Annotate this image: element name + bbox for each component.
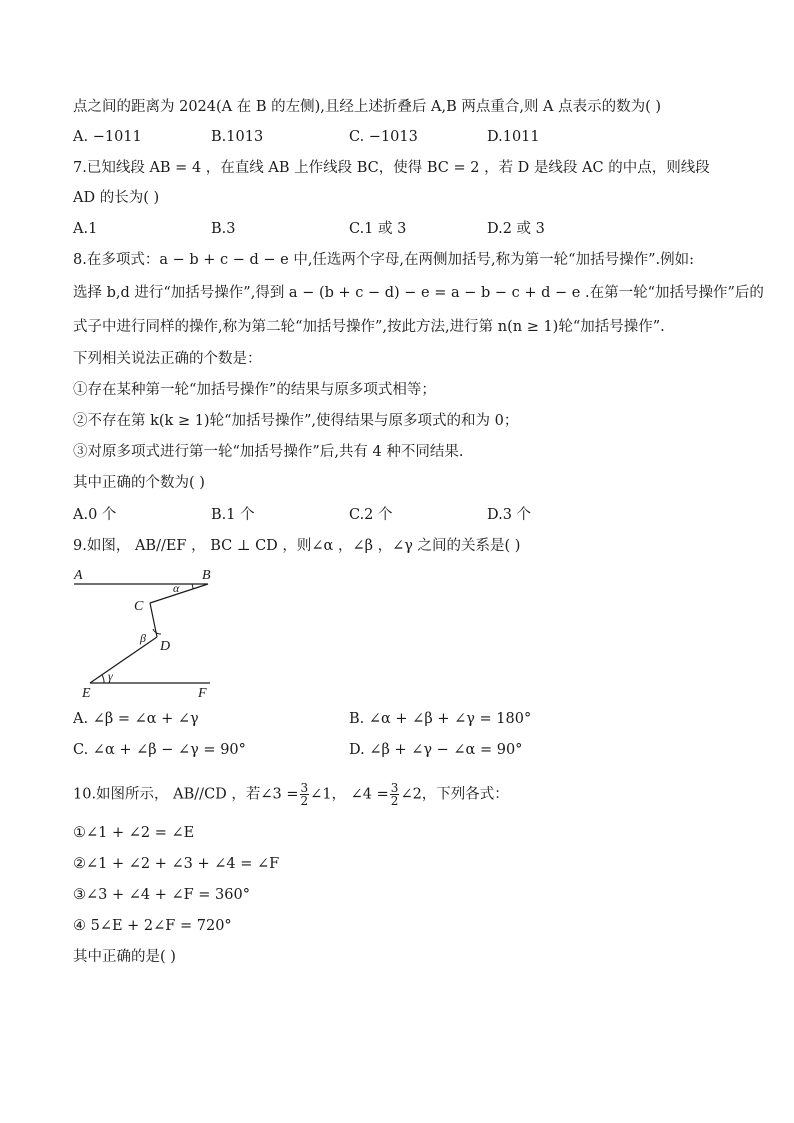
gamma-arc (102, 675, 104, 683)
q10-stem-post: ∠2，下列各式： (400, 786, 509, 803)
fraction-2-num: 3 (390, 781, 399, 795)
alpha-arc (192, 584, 193, 589)
q10-statement-2: ②∠1 + ∠2 + ∠3 + ∠4 = ∠F (73, 856, 280, 872)
q7-stem-line2: AD 的长为( ) (73, 190, 160, 206)
label-e: E (82, 686, 91, 700)
label-d: D (160, 639, 171, 654)
label-alpha: α (173, 581, 180, 595)
q8-statement-1: ①存在某种第一轮“加括号操作”的结果与原多项式相等； (73, 382, 436, 398)
label-c: C (134, 599, 144, 614)
label-gamma: γ (108, 669, 113, 683)
q9-figure (70, 560, 230, 700)
q10-statement-4: ④ 5∠E + 2∠F = 720° (73, 918, 232, 934)
label-b: B (202, 568, 211, 583)
q8-option-d: D.3 个 (487, 507, 532, 523)
q9-option-d: D. ∠β + ∠γ − ∠α = 90° (349, 742, 523, 758)
q8-stem-line1: 8.在多项式：a − b + c − d − e 中,任选两个字母,在两侧加括号,称为第一轮“加括号操作”.例如: (73, 252, 694, 268)
q10-stem-mid: ∠1， ∠4 = (310, 786, 389, 803)
q6-option-c: C. −1013 (349, 129, 418, 145)
q8-question: 其中正确的个数为( ) (73, 475, 205, 491)
q7-option-a: A.1 (73, 221, 98, 237)
q7-option-b: B.3 (211, 221, 236, 237)
q9-option-b: B. ∠α + ∠β + ∠γ = 180° (349, 711, 532, 727)
q8-option-c: C.2 个 (349, 507, 393, 523)
fraction-1 (300, 782, 310, 807)
fraction-2-den: 2 (390, 794, 399, 808)
q6-option-a: A. −1011 (73, 129, 142, 145)
label-a: A (74, 568, 83, 583)
q10-question: 其中正确的是( ) (73, 949, 176, 965)
q8-option-a: A.0 个 (73, 507, 117, 523)
fraction-1-num: 3 (300, 781, 309, 795)
fraction-2 (390, 782, 400, 807)
q9-option-a: A. ∠β = ∠α + ∠γ (73, 711, 199, 727)
q10-stem (73, 782, 509, 807)
q9-option-c: C. ∠α + ∠β − ∠γ = 90° (73, 742, 246, 758)
q7-stem-line1: 7.已知线段 AB = 4 ，在直线 AB 上作线段 BC，使得 BC = 2 ，若 D 是线段 AC 的中点，则线段 (73, 160, 710, 176)
fraction-1-den: 2 (300, 794, 309, 808)
segment-cd (150, 603, 157, 637)
beta-arc (153, 629, 161, 634)
segment-de (90, 637, 157, 683)
q10-statement-1: ①∠1 + ∠2 = ∠E (73, 825, 195, 841)
q8-statement-2: ②不存在第 k(k ≥ 1)轮“加括号操作”,使得结果与原多项式的和为 0； (73, 413, 519, 429)
q6-option-d: D.1011 (487, 129, 540, 145)
q7-option-c: C.1 或 3 (349, 221, 407, 237)
q6-tail-text: 点之间的距离为 2024(A 在 B 的左侧),且经上述折叠后 A,B 两点重合,则 A 点表示的数为( ) (73, 99, 662, 115)
q8-stem-line2: 选择 b,d 进行“加括号操作”,得到 a − (b + c − d) − e = a − b − c + d − e .在第一轮“加括号操作”后的 (73, 285, 764, 301)
q9-stem: 9.如图， AB//EF ， BC ⊥ CD ，则∠α ，∠β ，∠γ 之间的关系是( ) (73, 538, 521, 554)
q8-option-b: B.1 个 (211, 507, 255, 523)
q7-option-d: D.2 或 3 (487, 221, 545, 237)
q8-stem-line4: 下列相关说法正确的个数是： (73, 351, 262, 367)
q10-stem-pre: 10.如图所示， AB//CD ，若∠3 = (73, 786, 299, 803)
label-f: F (198, 686, 207, 700)
q6-option-b: B.1013 (211, 129, 264, 145)
label-beta: β (140, 631, 146, 645)
q10-statement-3: ③∠3 + ∠4 + ∠F = 360° (73, 887, 250, 903)
q8-stem-line3: 式子中进行同样的操作,称为第二轮“加括号操作”,按此方法,进行第 n(n ≥ 1)轮“加括号操作”. (73, 319, 665, 335)
q8-statement-3: ③对原多项式进行第一轮“加括号操作”后,共有 4 种不同结果. (73, 444, 464, 460)
